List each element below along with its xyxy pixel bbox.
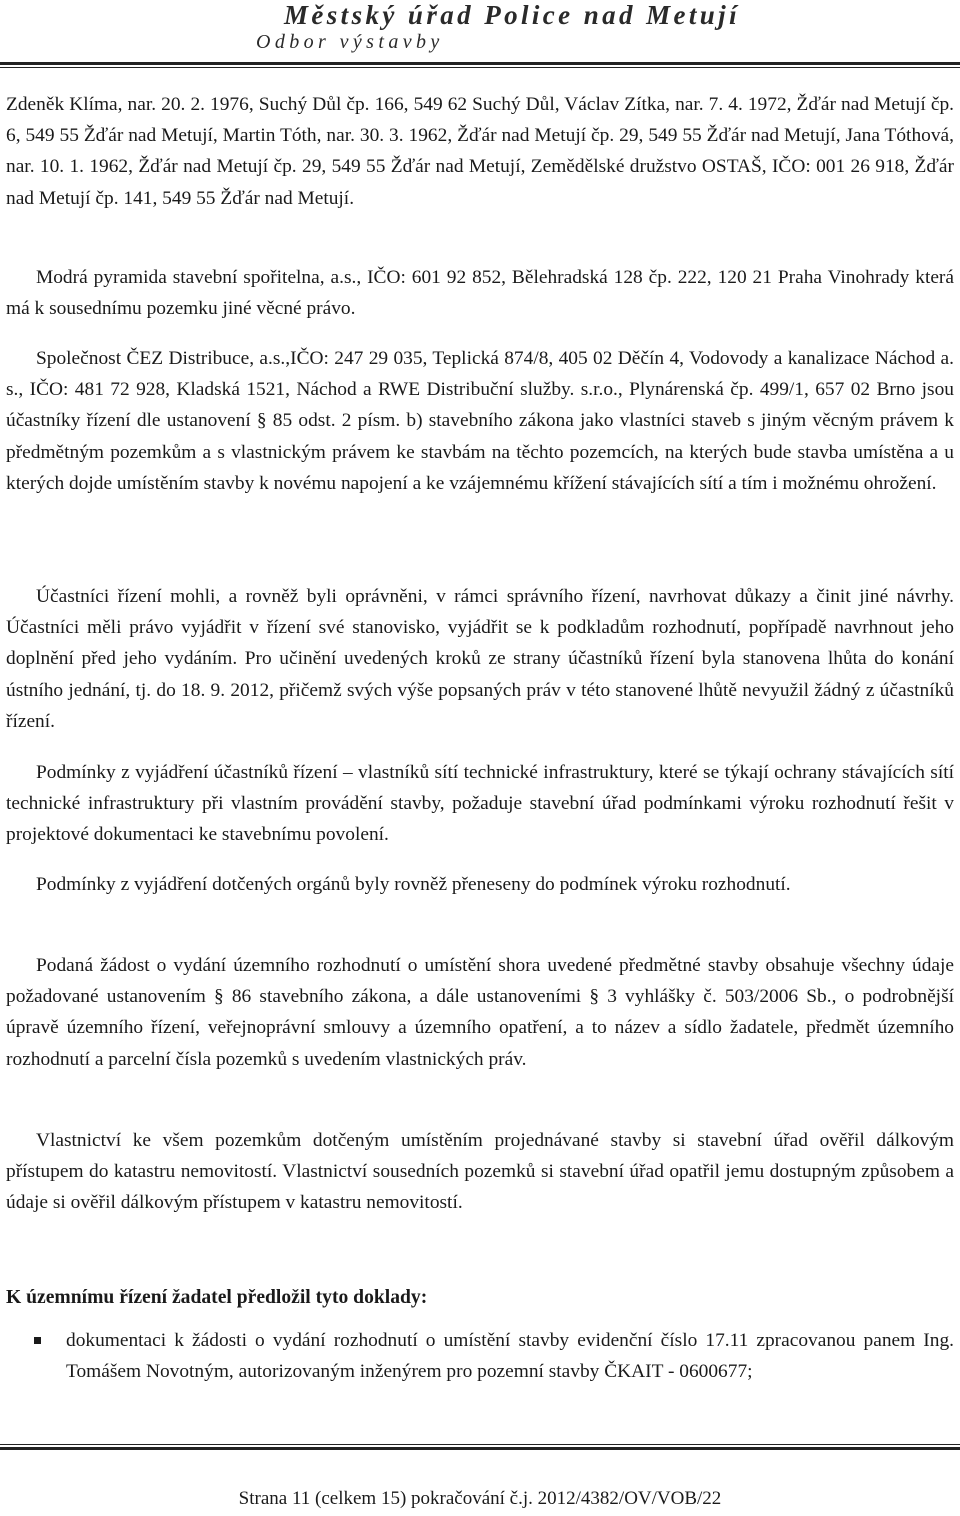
header-rule-thick (0, 62, 960, 65)
square-bullet-icon (34, 1337, 41, 1344)
page-header (0, 0, 960, 60)
office-title: Městský úřad Police nad Metují (283, 0, 740, 30)
list-item (0, 1325, 954, 1387)
paragraph-participant-rights: Účastníci řízení mohli, a rovněž byli oprávněni, v rámci správního řízení, navrhovat důkazy a činit jiné návrhy. Účastníci měli právo vyjádřit v řízení své stanovisko, vyjádřit se k podkladům rozhodnutí, popřípadě navrhnout jeho doplnění před jeho vydáním. Pro učinění uvedených kroků ze strany účastníků řízení byla stanovena lhůta do konání ústního jednání, tj. do 18. 9. 2012, přičemž svých výše popsaných práv v této stanovené lhůtě nevyužil žádný z účastníků řízení. (6, 586, 954, 732)
document-body-3 (6, 343, 954, 499)
paragraph-ownership: Vlastnictví ke všem pozemkům dotčeným umístěním projednávané stavby si stavební úřad ověřil dálkovým přístupem do katastru nemovitostí. Vlastnictví sousedních pozemků si stavební úřad opatřil jemu dostupným způsobem a údaje si ověřil dálkovým přístupem v katastru nemovitostí. (6, 1130, 954, 1214)
department-subtitle: Odbor výstavby (256, 31, 444, 53)
document-body-8 (6, 1125, 954, 1219)
documents-heading: K územnímu řízení žadatel předložil tyto doklady: (6, 1287, 428, 1308)
footer-rule-thick (0, 1447, 960, 1450)
footer-rule-thin (0, 1444, 960, 1445)
paragraph-authority-conditions: Podmínky z vyjádření dotčených orgánů byly rovněž přeneseny do podmínek výroku rozhodnutí. (36, 874, 791, 895)
paragraph-application: Podaná žádost o vydání územního rozhodnutí o umístění shora uvedené předmětné stavby obsahuje všechny údaje požadované ustanovením § 86 stavebního zákona, a dále ustanoveními § 3 vyhlášky č. 503/2006 Sb., o podrobnější úpravě územního řízení, veřejnoprávní smlouvy a územního opatření, a to název a sídlo žadatele, předmět územního rozhodnutí a parcelní čísla pozemků s uvedením vlastnických práv. (6, 955, 954, 1070)
paragraph-infrastructure-conditions: Podmínky z vyjádření účastníků řízení – vlastníků sítí technické infrastruktury, které se týkají ochrany stávajících sítí technické infrastruktury při vlastním provádění stavby, požaduje stavební úřad podmínkami výroku rozhodnutí řešit v projektové dokumentaci ke stavebnímu povolení. (6, 762, 954, 846)
document-body-4 (6, 581, 954, 737)
documents-list (0, 1325, 954, 1387)
page-number-info: Strana 11 (celkem 15) pokračování č.j. 2012/4382/OV/VOB/22 (238, 1488, 722, 1509)
header-rule-thin (0, 67, 960, 68)
document-body (6, 89, 954, 214)
document-body-7 (6, 950, 954, 1075)
paragraph-modra-pyramida: Modrá pyramida stavební spořitelna, a.s., IČO: 601 92 852, Bělehradská 128 čp. 222, 120 21 Praha Vinohrady která má k sousednímu pozemku jiné věcné právo. (6, 267, 954, 320)
document-body-2 (6, 262, 954, 324)
list-item-text: dokumentaci k žádosti o vydání rozhodnutí o umístění stavby evidenční číslo 17.11 zpracovanou panem Ing. Tomášem Novotným, autorizovaným inženýrem pro pozemní stavby ČKAIT - 0600677; (66, 1330, 954, 1383)
document-body-5 (6, 757, 954, 851)
document-body-6 (6, 869, 954, 900)
paragraph-network-owners: Společnost ČEZ Distribuce, a.s.,IČO: 247 29 035, Teplická 874/8, 405 02 Děčín 4, Vodovody a kanalizace Náchod a. s., IČO: 481 72 928, Kladská 1521, Náchod a RWE Distribuční služby. s.r.o., Plynárenská čp. 499/1, 657 02 Brno jsou účastníky řízení dle ustanovení § 85 odst. 2 písm. b) stavebního zákona jako vlastníci staveb s jiným věcným právem k předmětným pozemkům a s vlastnickým právem ke stavbám na těchto pozemcích, na kterých bude stavba umístěna a u kterých dojde umístěním stavby k novému napojení a ke vzájemnému křížení stávajících sítí a tím i možnému ohrožení. (6, 348, 954, 494)
page-footer (0, 1486, 960, 1512)
paragraph-participants: Zdeněk Klíma, nar. 20. 2. 1976, Suchý Důl čp. 166, 549 62 Suchý Důl, Václav Zítka, nar. 7. 4. 1972, Žďár nad Metují čp. 6, 549 55 Žďár nad Metují, Martin Tóth, nar. 30. 3. 1962, Žďár nad Metují čp. 29, 549 55 Žďár nad Metují, Jana Tóthová, nar. 10. 1. 1962, Žďár nad Metují čp. 29, 549 55 Žďár nad Metují, Zemědělské družstvo OSTAŠ, IČO: 001 26 918, Žďár nad Metují čp. 141, 549 55 Žďár nad Metují. (6, 94, 954, 209)
